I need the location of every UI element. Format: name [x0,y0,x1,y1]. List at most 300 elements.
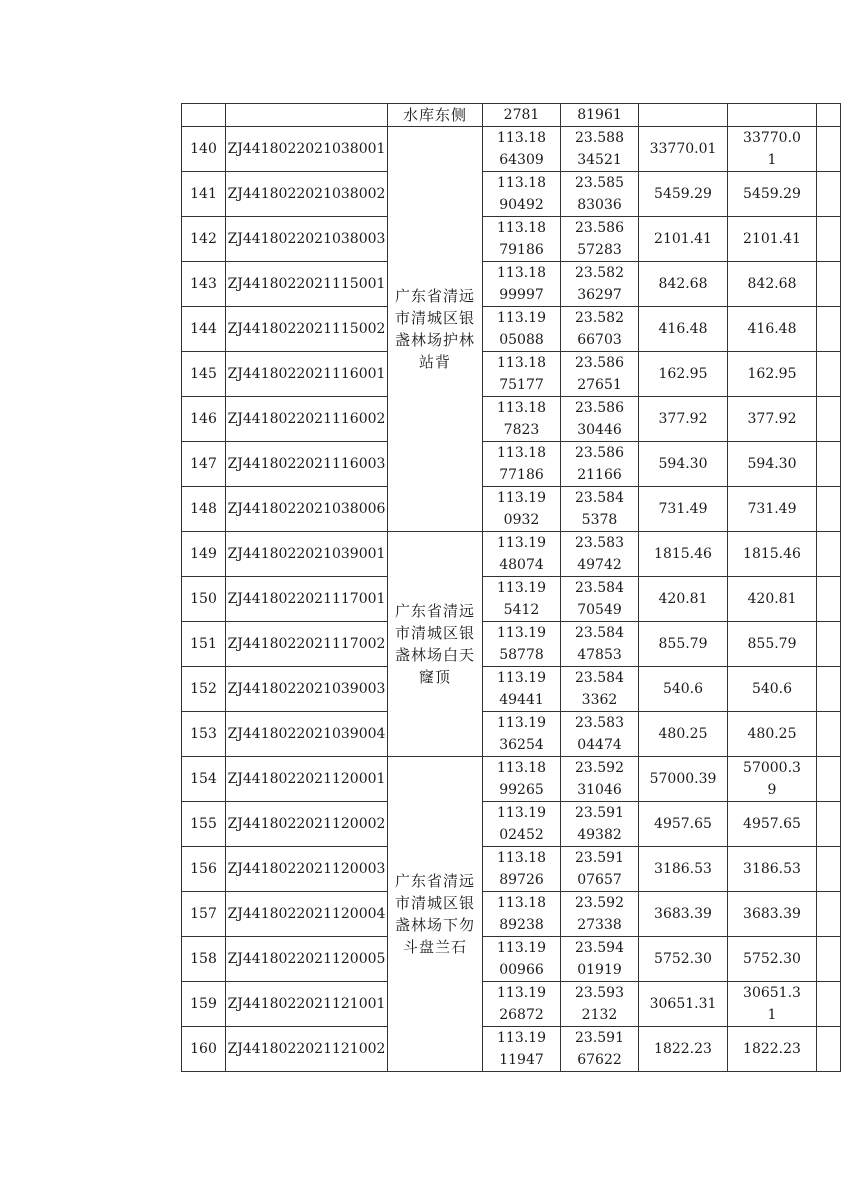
latitude-cell [561,757,639,802]
longitude-line: 90492 [499,197,544,213]
latitude-line: 23.583 [575,715,624,731]
code-cell: ZJ4418022021115001 [226,262,388,307]
longitude-cell [483,532,561,577]
remark-cell [817,104,841,127]
code-cell: ZJ4418022021120005 [226,937,388,982]
area-confirmed-cell [728,442,817,487]
table-row [182,712,841,757]
number-cell: 153 [182,712,226,757]
area-confirmed-cell [728,712,817,757]
table-row [182,442,841,487]
latitude-line: 23.594 [575,940,624,956]
latitude-line: 27338 [577,917,622,933]
latitude-cell [561,442,639,487]
code-cell: ZJ4418022021116003 [226,442,388,487]
area-line: 162.95 [747,366,797,382]
number-cell: 156 [182,847,226,892]
area-line: 416.48 [747,321,797,337]
latitude-line: 23.582 [575,310,624,326]
area-line: 1822.23 [743,1041,801,1057]
number-cell: 146 [182,397,226,442]
longitude-cell [483,802,561,847]
area-cell [639,104,728,127]
longitude-cell [483,442,561,487]
number-cell: 143 [182,262,226,307]
latitude-cell [561,127,639,172]
longitude-line: 89238 [499,917,544,933]
area-cell: 3186.53 [639,847,728,892]
table-row [182,1027,841,1072]
longitude-line: 64309 [499,152,544,168]
area-line: 2101.41 [743,231,801,247]
area-cell: 57000.39 [639,757,728,802]
table-row [182,892,841,937]
area-line: 9 [767,782,777,798]
latitude-line: 21166 [577,467,622,483]
latitude-cell [561,802,639,847]
latitude-cell [561,352,639,397]
latitude-cell [561,217,639,262]
area-cell: 377.92 [639,397,728,442]
longitude-line: 113.19 [497,490,546,506]
longitude-line: 11947 [499,1052,544,1068]
longitude-cell [483,352,561,397]
number-cell: 141 [182,172,226,217]
table-row [182,667,841,712]
longitude-cell [483,127,561,172]
latitude-cell [561,577,639,622]
code-cell: ZJ4418022021039004 [226,712,388,757]
latitude-line: 23.585 [575,175,624,191]
number-cell: 147 [182,442,226,487]
area-cell: 33770.01 [639,127,728,172]
latitude-cell [561,532,639,577]
latitude-cell [561,667,639,712]
remark-cell [817,847,841,892]
latitude-line: 23.586 [575,400,624,416]
area-cell: 3683.39 [639,892,728,937]
area-confirmed-cell [728,802,817,847]
latitude-line: 49382 [577,827,622,843]
remark-cell [817,442,841,487]
table-row [182,937,841,982]
number-cell: 155 [182,802,226,847]
area-confirmed-cell [728,172,817,217]
code-cell [226,104,388,127]
longitude-cell [483,487,561,532]
area-confirmed-cell [728,577,817,622]
latitude-line: 5378 [581,512,618,528]
area-cell: 1822.23 [639,1027,728,1072]
longitude-line: 48074 [499,557,544,573]
latitude-cell [561,847,639,892]
latitude-line: 07657 [577,872,622,888]
area-cell: 5752.30 [639,937,728,982]
location-line: 广东省清远 [394,872,475,890]
area-line: 420.81 [747,591,797,607]
location-line: 窿顶 [418,668,451,686]
table-row [182,217,841,262]
code-cell: ZJ4418022021039001 [226,532,388,577]
area-confirmed-cell [728,532,817,577]
location-line: 市清城区银 [394,624,475,642]
location-line: 斗盘兰石 [402,938,467,956]
latitude-line: 23.586 [575,220,624,236]
location-line: 广东省清远 [394,602,475,620]
table-row [182,397,841,442]
table-row [182,622,841,667]
longitude-cell [483,667,561,712]
location-line: 盏林场白天 [394,646,475,664]
latitude-line: 49742 [577,557,622,573]
remark-cell [817,712,841,757]
longitude-line: 05088 [499,332,544,348]
area-confirmed-cell [728,847,817,892]
longitude-line: 113.19 [497,940,546,956]
remark-cell [817,532,841,577]
table-row [182,577,841,622]
remark-cell [817,667,841,712]
code-cell: ZJ4418022021038002 [226,172,388,217]
area-confirmed-cell [728,127,817,172]
area-line: 5459.29 [743,186,801,202]
area-confirmed-cell [728,667,817,712]
code-cell: ZJ4418022021121001 [226,982,388,1027]
location-line: 市清城区银 [394,309,475,327]
longitude-cell [483,577,561,622]
area-line: 5752.30 [743,951,801,967]
location-cell: 水库东侧 [388,104,483,127]
number-cell: 145 [182,352,226,397]
area-confirmed-cell [728,757,817,802]
longitude-cell [483,892,561,937]
area-cell: 5459.29 [639,172,728,217]
latitude-cell [561,307,639,352]
latitude-cell [561,1027,639,1072]
remark-cell [817,802,841,847]
area-line: 57000.3 [743,760,801,776]
latitude-line: 23.584 [575,625,624,641]
area-cell: 731.49 [639,487,728,532]
latitude-line: 31046 [577,782,622,798]
number-cell: 152 [182,667,226,712]
remark-cell [817,307,841,352]
longitude-line: 00966 [499,962,544,978]
area-line: 480.25 [747,726,797,742]
longitude-cell [483,1027,561,1072]
area-line: 377.92 [747,411,797,427]
longitude-line: 113.19 [497,580,546,596]
longitude-line: 113.19 [497,670,546,686]
area-line: 1815.46 [743,546,801,562]
code-cell: ZJ4418022021038001 [226,127,388,172]
latitude-line: 70549 [577,602,622,618]
latitude-line: 23.583 [575,535,624,551]
latitude-line: 23.582 [575,265,624,281]
area-line: 30651.3 [743,985,801,1001]
location-cell [388,532,483,757]
longitude-cell [483,307,561,352]
longitude-cell [483,757,561,802]
longitude-line: 58778 [499,647,544,663]
area-cell: 594.30 [639,442,728,487]
latitude-line: 67622 [577,1052,622,1068]
latitude-cell [561,937,639,982]
longitude-line: 113.18 [497,355,546,371]
latitude-line: 30446 [577,422,622,438]
number-cell: 149 [182,532,226,577]
code-cell: ZJ4418022021120002 [226,802,388,847]
remark-cell [817,397,841,442]
longitude-cell [483,397,561,442]
area-cell: 30651.31 [639,982,728,1027]
code-cell: ZJ4418022021117002 [226,622,388,667]
remark-cell [817,757,841,802]
code-cell: ZJ4418022021038003 [226,217,388,262]
longitude-line: 79186 [499,242,544,258]
latitude-line: 23.586 [575,445,624,461]
table-row [182,262,841,307]
table-row [182,847,841,892]
remark-cell [817,262,841,307]
area-cell: 855.79 [639,622,728,667]
code-cell: ZJ4418022021120003 [226,847,388,892]
area-line: 3186.53 [743,861,801,877]
table-row [182,802,841,847]
area-confirmed-cell [728,937,817,982]
longitude-line: 113.18 [497,130,546,146]
longitude-line: 113.19 [497,715,546,731]
latitude-line: 23.591 [575,1030,624,1046]
number-cell [182,104,226,127]
location-line: 市清城区银 [394,894,475,912]
area-line: 33770.0 [743,130,801,146]
longitude-line: 99265 [499,782,544,798]
remark-cell [817,172,841,217]
latitude-line: 23.584 [575,670,624,686]
longitude-line: 113.18 [497,895,546,911]
latitude-line: 04474 [577,737,622,753]
code-cell: ZJ4418022021116002 [226,397,388,442]
latitude-cell [561,712,639,757]
number-cell: 154 [182,757,226,802]
code-cell: ZJ4418022021039003 [226,667,388,712]
area-confirmed-cell [728,487,817,532]
longitude-cell [483,262,561,307]
longitude-line: 113.18 [497,850,546,866]
area-line: 842.68 [747,276,797,292]
latitude-cell [561,982,639,1027]
longitude-line: 99997 [499,287,544,303]
latitude-line: 23.592 [575,760,624,776]
code-cell: ZJ4418022021038006 [226,487,388,532]
longitude-cell [483,172,561,217]
number-cell: 142 [182,217,226,262]
number-cell: 160 [182,1027,226,1072]
area-line: 731.49 [747,501,797,517]
longitude-line: 0932 [503,512,540,528]
longitude-line: 36254 [499,737,544,753]
latitude-line: 23.584 [575,490,624,506]
area-cell: 540.6 [639,667,728,712]
remark-cell [817,487,841,532]
latitude-line: 23.592 [575,895,624,911]
latitude-line: 01919 [577,962,622,978]
longitude-line: 113.19 [497,805,546,821]
table-row [182,532,841,577]
number-cell: 148 [182,487,226,532]
area-cell: 420.81 [639,577,728,622]
latitude-line: 57283 [577,242,622,258]
area-confirmed-cell [728,352,817,397]
latitude-cell [561,892,639,937]
area-line: 1 [767,152,777,168]
longitude-line: 89726 [499,872,544,888]
area-confirmed-cell [728,982,817,1027]
number-cell: 140 [182,127,226,172]
remark-cell [817,352,841,397]
area-confirmed-cell [728,104,817,127]
area-confirmed-cell [728,892,817,937]
longitude-line: 75177 [499,377,544,393]
area-line: 1 [767,1007,777,1023]
longitude-line: 26872 [499,1007,544,1023]
longitude-line: 49441 [499,692,544,708]
area-cell: 1815.46 [639,532,728,577]
area-confirmed-cell [728,217,817,262]
longitude-cell [483,217,561,262]
location-line: 站背 [418,353,451,371]
table-body [182,104,841,1072]
longitude-line: 02452 [499,827,544,843]
code-cell: ZJ4418022021120001 [226,757,388,802]
longitude-cell [483,847,561,892]
longitude-cell: 2781 [483,104,561,127]
longitude-line: 113.19 [497,310,546,326]
latitude-line: 23.593 [575,985,624,1001]
longitude-line: 113.18 [497,220,546,236]
code-cell: ZJ4418022021117001 [226,577,388,622]
code-cell: ZJ4418022021120004 [226,892,388,937]
table-row [182,172,841,217]
longitude-line: 113.18 [497,265,546,281]
longitude-line: 113.19 [497,625,546,641]
longitude-cell [483,712,561,757]
table-row [182,757,841,802]
latitude-line: 3362 [581,692,618,708]
number-cell: 144 [182,307,226,352]
table-row [182,352,841,397]
latitude-line: 27651 [577,377,622,393]
area-confirmed-cell [728,1027,817,1072]
latitude-cell [561,487,639,532]
longitude-cell [483,982,561,1027]
continuation-row [182,104,841,127]
latitude-cell [561,172,639,217]
area-cell: 416.48 [639,307,728,352]
number-cell: 157 [182,892,226,937]
remark-cell [817,622,841,667]
remark-cell [817,127,841,172]
longitude-line: 7823 [503,422,540,438]
location-cell [388,127,483,532]
code-cell: ZJ4418022021115002 [226,307,388,352]
latitude-line: 23.591 [575,805,624,821]
longitude-line: 113.19 [497,535,546,551]
remark-cell [817,577,841,622]
longitude-line: 113.18 [497,400,546,416]
latitude-line: 23.584 [575,580,624,596]
table-row [182,982,841,1027]
latitude-line: 66703 [577,332,622,348]
table-row [182,127,841,172]
number-cell: 150 [182,577,226,622]
longitude-line: 113.19 [497,985,546,1001]
latitude-cell: 81961 [561,104,639,127]
area-cell: 842.68 [639,262,728,307]
number-cell: 159 [182,982,226,1027]
longitude-cell [483,937,561,982]
longitude-line: 113.18 [497,175,546,191]
latitude-line: 34521 [577,152,622,168]
latitude-line: 23.586 [575,355,624,371]
latitude-cell [561,397,639,442]
area-confirmed-cell [728,307,817,352]
area-line: 594.30 [747,456,797,472]
latitude-line: 36297 [577,287,622,303]
latitude-cell [561,262,639,307]
number-cell: 158 [182,937,226,982]
table-row [182,307,841,352]
area-line: 4957.65 [743,816,801,832]
location-line: 广东省清远 [394,287,475,305]
longitude-line: 77186 [499,467,544,483]
number-cell: 151 [182,622,226,667]
longitude-line: 5412 [503,602,540,618]
area-cell: 4957.65 [639,802,728,847]
code-cell: ZJ4418022021121002 [226,1027,388,1072]
remark-cell [817,982,841,1027]
area-line: 3683.39 [743,906,801,922]
area-line: 855.79 [747,636,797,652]
longitude-cell [483,622,561,667]
area-line: 540.6 [751,681,793,697]
area-cell: 480.25 [639,712,728,757]
location-cell [388,757,483,1072]
latitude-line: 23.588 [575,130,624,146]
remark-cell [817,892,841,937]
remark-cell [817,937,841,982]
table-row [182,487,841,532]
location-line: 盏林场下勿 [394,916,475,934]
area-cell: 2101.41 [639,217,728,262]
latitude-line: 23.591 [575,850,624,866]
remark-cell [817,217,841,262]
longitude-line: 113.19 [497,1030,546,1046]
area-confirmed-cell [728,397,817,442]
remark-cell [817,1027,841,1072]
area-confirmed-cell [728,622,817,667]
location-line: 盏林场护林 [394,331,475,349]
latitude-line: 83036 [577,197,622,213]
land-parcel-table [181,103,841,1072]
code-cell: ZJ4418022021116001 [226,352,388,397]
latitude-line: 47853 [577,647,622,663]
longitude-line: 113.18 [497,760,546,776]
latitude-line: 2132 [581,1007,618,1023]
latitude-cell [561,622,639,667]
area-confirmed-cell [728,262,817,307]
